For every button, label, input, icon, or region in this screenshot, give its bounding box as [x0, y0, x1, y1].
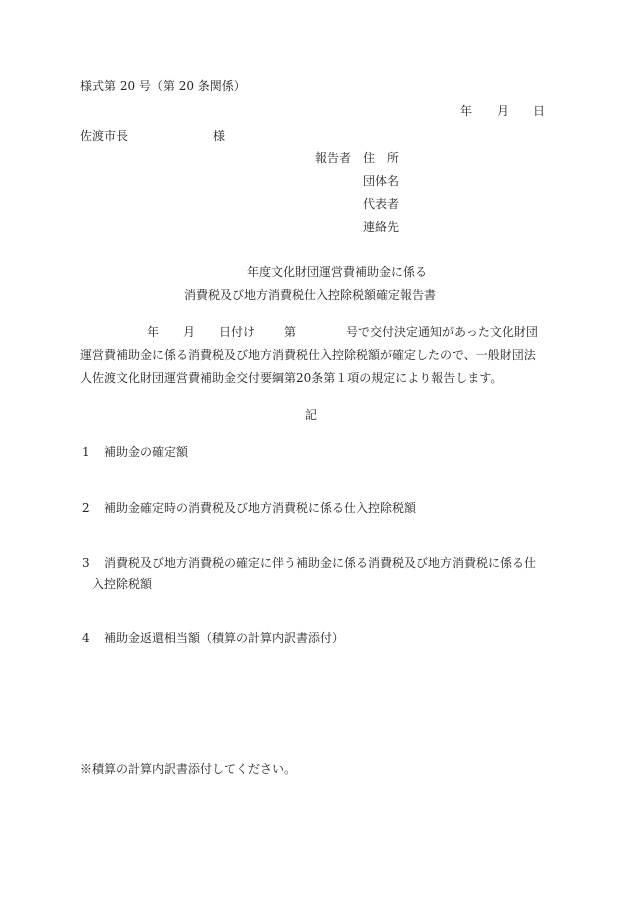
body-line3: 人佐渡文化財団運営費補助金交付要綱第20条第１項の規定により報告します。	[80, 371, 503, 385]
item-1-number: 1	[82, 445, 90, 459]
item-2-number: 2	[82, 501, 90, 515]
title-line1: 年度文化財団運営費補助金に係る	[247, 265, 428, 279]
body-year: 年	[147, 325, 160, 339]
title-line2: 消費税及び地方消費税仕入控除税額確定報告書	[184, 288, 437, 302]
reporter-address: 住 所	[363, 151, 400, 165]
item-4-text: 補助金返還相当額（積算の計算内訳書添付）	[104, 631, 345, 645]
reporter-contact: 連絡先	[363, 220, 400, 234]
body-line2: 運営費補助金に係る消費税及び地方消費税仕入控除税額が確定したので、一般財団法	[80, 348, 536, 362]
item-1-text: 補助金の確定額	[104, 445, 189, 459]
addressee-honorific: 様	[213, 129, 226, 143]
date-year: 年	[460, 104, 473, 118]
body-dai: 第	[284, 325, 297, 339]
item-3-text: 消費税及び地方消費税の確定に伴う補助金に係る消費税及び地方消費税に係る仕	[104, 556, 537, 570]
item-4-number: 4	[82, 631, 90, 645]
item-3-text-continued: 入控除税額	[92, 577, 153, 591]
date-month: 月	[497, 104, 510, 118]
reporter-rep: 代表者	[363, 197, 400, 211]
body-line1-rest: 号で交付決定通知があった文化財団	[346, 325, 538, 339]
footnote: ※積算の計算内訳書添付してください。	[80, 762, 297, 776]
date-day: 日	[533, 104, 546, 118]
body-month: 月	[183, 325, 196, 339]
body-dated: 日付け	[219, 325, 256, 339]
reporter-label: 報告者	[315, 151, 352, 165]
reporter-org: 団体名	[363, 174, 400, 188]
addressee-name: 佐渡市長	[80, 129, 129, 143]
ki-heading: 記	[305, 408, 318, 422]
form-label: 様式第 20 号（第 20 条関係）	[80, 79, 246, 93]
item-3-number: 3	[82, 556, 90, 570]
item-2-text: 補助金確定時の消費税及び地方消費税に係る仕入控除税額	[104, 501, 417, 515]
